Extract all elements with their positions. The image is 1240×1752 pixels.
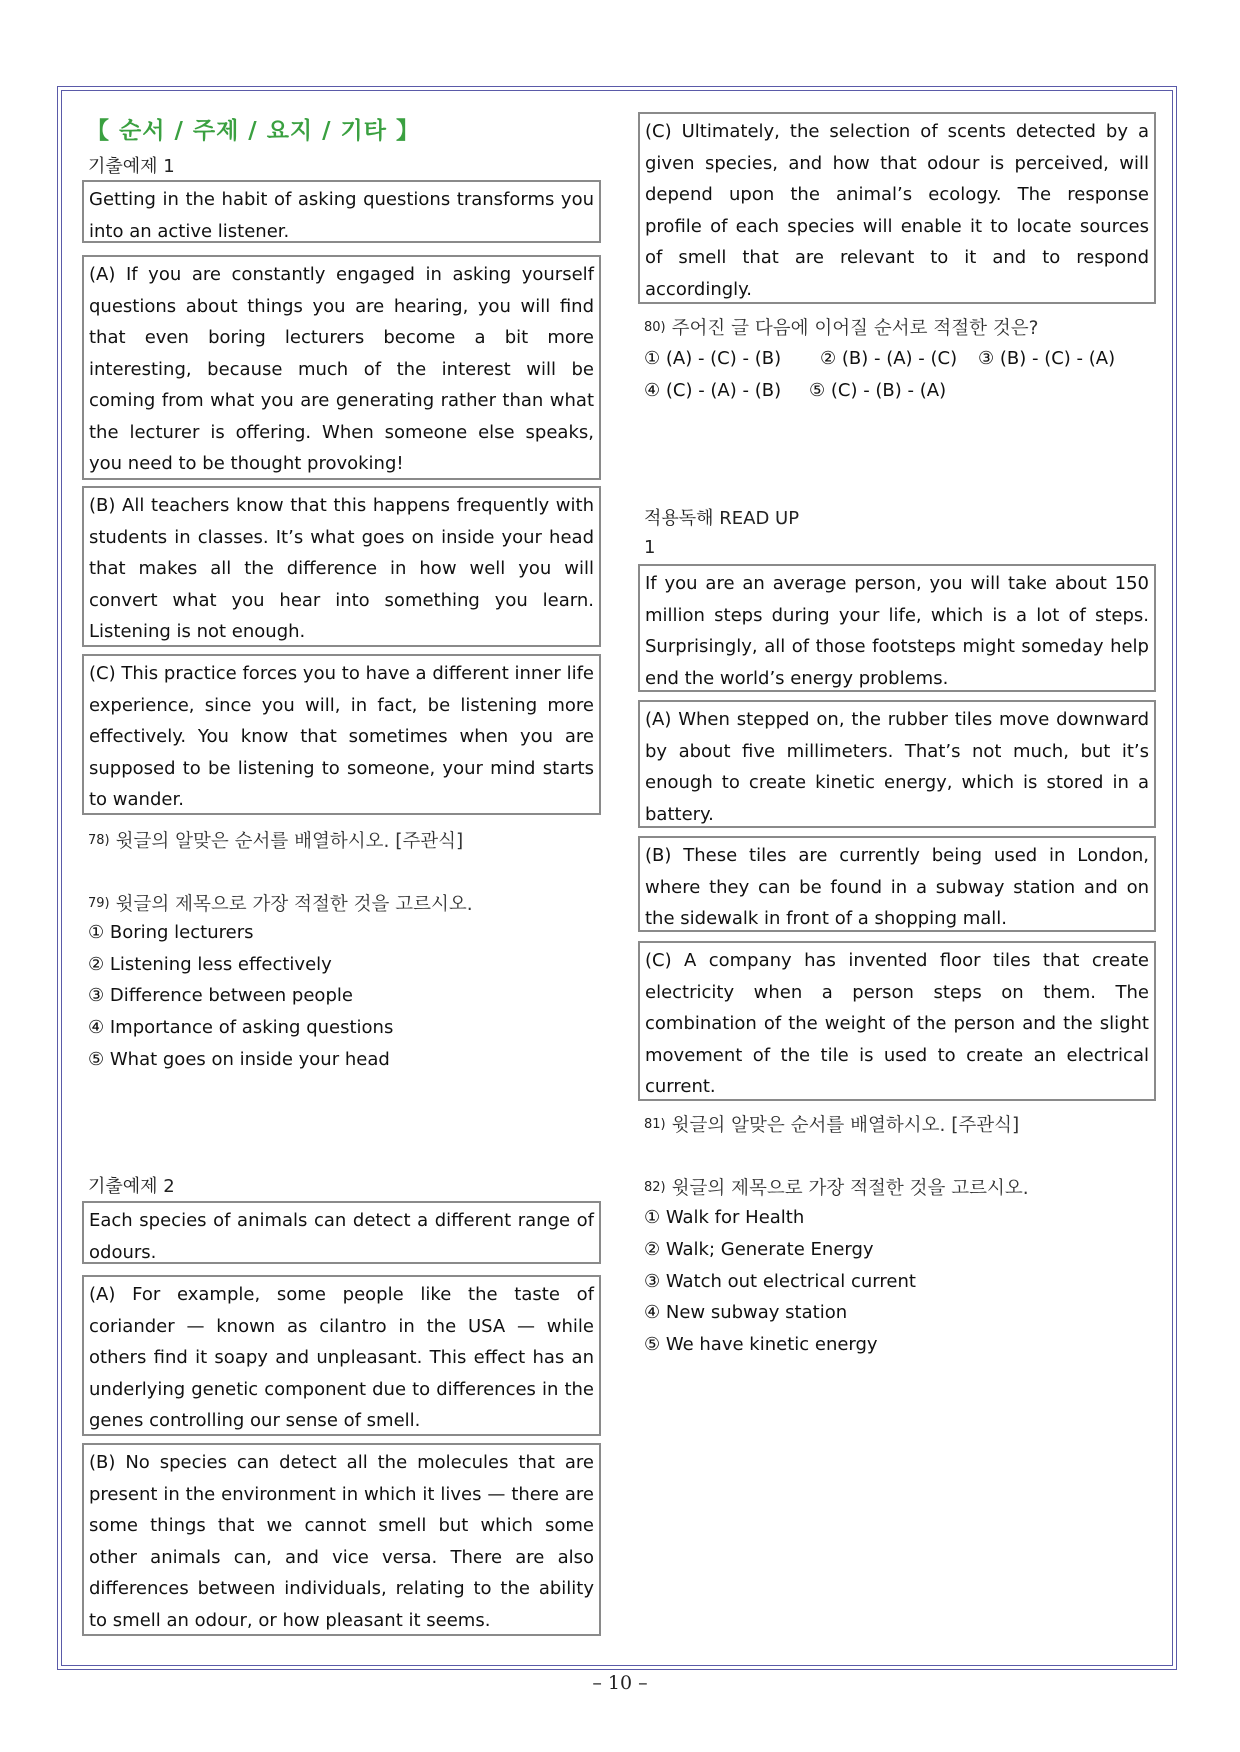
read-up-label: 적용독해 READ UP — [644, 508, 800, 529]
example-2-passage-b: (B) No species can detect all the molecules that are present in the environment in which it lives — there are some things that we cannot smell but which some other animals can, and vice versa. There are also differences between individuals, relating to the ability to smell an odour, or how pleasant it seems. — [82, 1443, 601, 1636]
option-item[interactable]: ② (B) - (A) - (C) — [820, 348, 958, 369]
question-81 — [644, 1111, 1019, 1137]
option-item[interactable]: ⑤ What goes on inside your head — [88, 1049, 390, 1070]
example-2-label: 기출예제 2 — [88, 1176, 175, 1197]
read-up-intro-box: If you are an average person, you will take about 150 million steps during your life, which is a lot of steps. Surprisingly, all of those footsteps might someday help end the world’s energy problems. — [638, 564, 1156, 692]
question-79 — [88, 890, 473, 916]
question-text: 윗글의 알맞은 순서를 배열하시오. [주관식] — [671, 1115, 1020, 1136]
section-title: 【 순서 / 주제 / 요지 / 기타 】 — [86, 118, 421, 144]
option-item[interactable]: ① Walk for Health — [644, 1207, 805, 1228]
option-item[interactable]: ④ (C) - (A) - (B) — [644, 380, 782, 401]
question-number: 81) — [644, 1117, 666, 1132]
question-number: 80) — [644, 320, 666, 335]
question-text: 윗글의 알맞은 순서를 배열하시오. [주관식] — [115, 831, 464, 852]
page-number: – 10 – — [592, 1672, 648, 1694]
option-item[interactable]: ⑤ We have kinetic energy — [644, 1334, 878, 1355]
question-text: 윗글의 제목으로 가장 적절한 것을 고르시오. — [115, 894, 473, 915]
option-item[interactable]: ③ Difference between people — [88, 985, 353, 1006]
example-2-intro-box: Each species of animals can detect a different range of odours. — [82, 1201, 601, 1264]
question-number: 82) — [644, 1180, 666, 1195]
example-2-passage-a: (A) For example, some people like the taste of coriander — known as cilantro in the USA — while others find it soapy and unpleasant. This effect has an underlying genetic component due to differences in the genes controlling our sense of smell. — [82, 1275, 601, 1436]
option-item[interactable]: ② Walk; Generate Energy — [644, 1239, 874, 1260]
example-1-passage-c: (C) This practice forces you to have a different inner life experience, since you will, in fact, be listening more effectively. You know that sometimes when you are supposed to be listening to someone, your mind starts to wander. — [82, 654, 601, 815]
read-up-number: 1 — [644, 537, 656, 558]
option-item[interactable]: ③ Watch out electrical current — [644, 1271, 916, 1292]
example-2-passage-c: (C) Ultimately, the selection of scents detected by a given species, and how that odour is perceived, will depend upon the animal’s ecology. The response profile of each species will enable it to locate sources of smell that are relevant to it and to respond accordingly. — [638, 112, 1156, 304]
option-item[interactable]: ④ Importance of asking questions — [88, 1017, 394, 1038]
question-text: 주어진 글 다음에 이어질 순서로 적절한 것은? — [671, 318, 1039, 339]
option-item[interactable]: ② Listening less effectively — [88, 954, 332, 975]
example-1-label: 기출예제 1 — [88, 156, 175, 177]
question-80 — [644, 314, 1038, 340]
option-item[interactable]: ① Boring lecturers — [88, 922, 254, 943]
read-up-passage-a: (A) When stepped on, the rubber tiles move downward by about five millimeters. That’s not much, but it’s enough to create kinetic energy, which is stored in a battery. — [638, 700, 1156, 828]
example-1-intro-box: Getting in the habit of asking questions transforms you into an active listener. — [82, 180, 601, 243]
question-80-options-row-1 — [644, 348, 1115, 369]
option-item[interactable]: ③ (B) - (C) - (A) — [978, 348, 1116, 369]
question-78 — [88, 827, 463, 853]
example-1-passage-b: (B) All teachers know that this happens frequently with students in classes. It’s what goes on inside your head that makes all the difference in how well you will convert what you hear into something you learn. Listening is not enough. — [82, 486, 601, 647]
option-item[interactable]: ④ New subway station — [644, 1302, 848, 1323]
option-item[interactable]: ⑤ (C) - (B) - (A) — [809, 380, 947, 401]
question-80-options-row-2 — [644, 380, 946, 401]
question-82 — [644, 1174, 1029, 1200]
read-up-passage-c: (C) A company has invented floor tiles that create electricity when a person steps on them. The combination of the weight of the person and the slight movement of the tile is used to create an electrical current. — [638, 941, 1156, 1101]
option-item[interactable]: ① (A) - (C) - (B) — [644, 348, 782, 369]
question-number: 79) — [88, 896, 110, 911]
question-text: 윗글의 제목으로 가장 적절한 것을 고르시오. — [671, 1178, 1029, 1199]
example-1-passage-a: (A) If you are constantly engaged in asking yourself questions about things you are hearing, you will find that even boring lecturers become a bit more interesting, because much of the interest will be coming from what you are generating rather than what the lecturer is offering. When someone else speaks, you need to be thought provoking! — [82, 255, 601, 480]
question-number: 78) — [88, 833, 110, 848]
read-up-passage-b: (B) These tiles are currently being used in London, where they can be found in a subway station and on the sidewalk in front of a shopping mall. — [638, 836, 1156, 932]
